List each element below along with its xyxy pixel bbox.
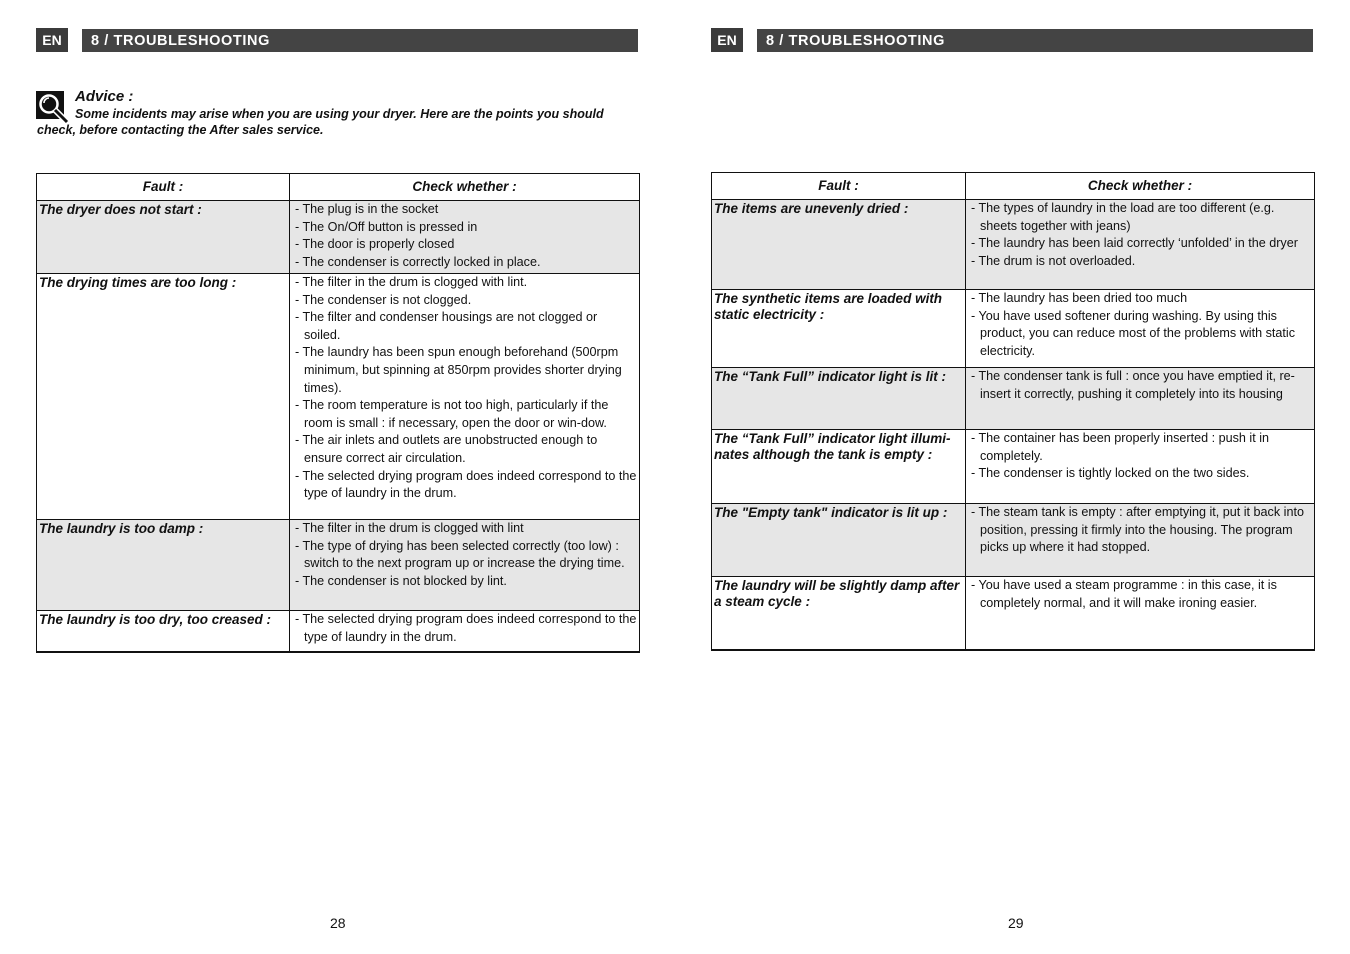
table-row (37, 520, 640, 611)
fault-cell: The drying times are too long : (37, 274, 290, 520)
checks-cell (966, 577, 1315, 650)
check-item: - The selected drying program does indeed correspond to the type of laundry in the drum. (295, 468, 637, 501)
table-row (712, 504, 1315, 577)
table-row (37, 274, 640, 520)
check-item: - The steam tank is empty : after emptying it, put it back into position, pressing it firmly into the housing. The program picks up where it had stopped. (971, 505, 1304, 555)
check-item: - The condenser is not blocked by lint. (295, 573, 507, 588)
check-item: - The drum is not overloaded. (971, 253, 1136, 268)
column-header-check: Check whether : (290, 174, 640, 201)
check-item: - The laundry has been spun enough beforehand (500rpm minimum, but spinning at 850rpm provides shorter drying times). (295, 345, 622, 395)
fault-cell: The items are unevenly dried : (712, 200, 966, 290)
advice-text: Some incidents may arise when you are using your dryer. Here are the points you should check, before contacting the After sales service. (37, 107, 604, 137)
troubleshooting-table (711, 172, 1315, 651)
check-item: - The selected drying program does indeed correspond to the type of laundry in the drum. (295, 612, 637, 644)
troubleshooting-table (36, 173, 640, 653)
table-row (712, 430, 1315, 504)
checks-cell (966, 290, 1315, 368)
section-header: 8 / TROUBLESHOOTING (757, 29, 1313, 52)
check-item: - You have used softener during washing. By using this product, you can reduce most of the problems with static electricity. (971, 308, 1295, 358)
table-header-row (37, 174, 640, 201)
check-item: - The type of drying has been selected correctly (too low) : switch to the next program up or increase the drying time. (295, 538, 625, 571)
checks-cell (966, 430, 1315, 504)
column-header-fault: Fault : (37, 174, 290, 201)
fault-cell: The “Tank Full” indicator light illumi-nates although the tank is empty : (712, 430, 966, 504)
language-badge: EN (36, 28, 68, 52)
checks-cell (290, 520, 640, 611)
check-item: - The laundry has been laid correctly ‘unfolded’ in the dryer (971, 236, 1298, 251)
check-item: - The air inlets and outlets are unobstructed enough to ensure correct air circulation. (295, 433, 598, 465)
fault-cell: The "Empty tank" indicator is lit up : (712, 504, 966, 577)
table-row (37, 201, 640, 274)
table-header-row (712, 173, 1315, 200)
check-item: - The condenser is correctly locked in place. (295, 254, 541, 269)
check-item: - The filter in the drum is clogged with lint (295, 521, 524, 535)
column-header-check: Check whether : (966, 173, 1315, 200)
fault-cell: The laundry will be slightly damp after a steam cycle : (712, 577, 966, 650)
check-item: - The door is properly closed (295, 237, 455, 252)
checks-cell (966, 368, 1315, 430)
check-item: - The filter in the drum is clogged with lint. (295, 275, 528, 289)
check-item: - You have used a steam programme : in this case, it is completely normal, and it will make ironing easier. (971, 578, 1277, 610)
fault-cell: The laundry is too damp : (37, 520, 290, 611)
checks-cell (966, 200, 1315, 290)
checks-cell (966, 504, 1315, 577)
table-row (712, 200, 1315, 290)
table-row (712, 577, 1315, 650)
check-item: - The container has been properly inserted : push it in completely. (971, 431, 1269, 463)
fault-cell: The synthetic items are loaded with static electricity : (712, 290, 966, 368)
page-number: 28 (330, 915, 346, 931)
check-item: - The laundry has been dried too much (971, 291, 1188, 305)
checks-cell (290, 611, 640, 652)
checks-cell (290, 274, 640, 520)
check-item: - The plug is in the socket (295, 202, 439, 216)
language-badge: EN (711, 28, 743, 52)
page-number: 29 (1008, 915, 1024, 931)
check-item: - The types of laundry in the load are too different (e.g. sheets together with jeans) (971, 201, 1275, 233)
fault-cell: The dryer does not start : (37, 201, 290, 274)
table-row (712, 368, 1315, 430)
checks-cell (290, 201, 640, 274)
check-item: - The condenser tank is full : once you have emptied it, re-insert it correctly, pushing it completely into its housing (971, 369, 1295, 401)
page-29 (675, 0, 1350, 954)
fault-cell: The laundry is too dry, too creased : (37, 611, 290, 652)
table-row (37, 611, 640, 652)
fault-cell: The “Tank Full” indicator light is lit : (712, 368, 966, 430)
check-item: - The condenser is not clogged. (295, 292, 472, 307)
table-row (712, 290, 1315, 368)
check-item: - The filter and condenser housings are not clogged or soiled. (295, 310, 598, 342)
advice-title: Advice : (75, 88, 134, 105)
section-header: 8 / TROUBLESHOOTING (82, 29, 638, 52)
check-item: - The On/Off button is pressed in (295, 219, 478, 234)
check-item: - The room temperature is not too high, particularly if the room is small : if necessary, open the door or win-dow. (295, 398, 609, 430)
column-header-fault: Fault : (712, 173, 966, 200)
check-item: - The condenser is tightly locked on the two sides. (971, 466, 1250, 481)
